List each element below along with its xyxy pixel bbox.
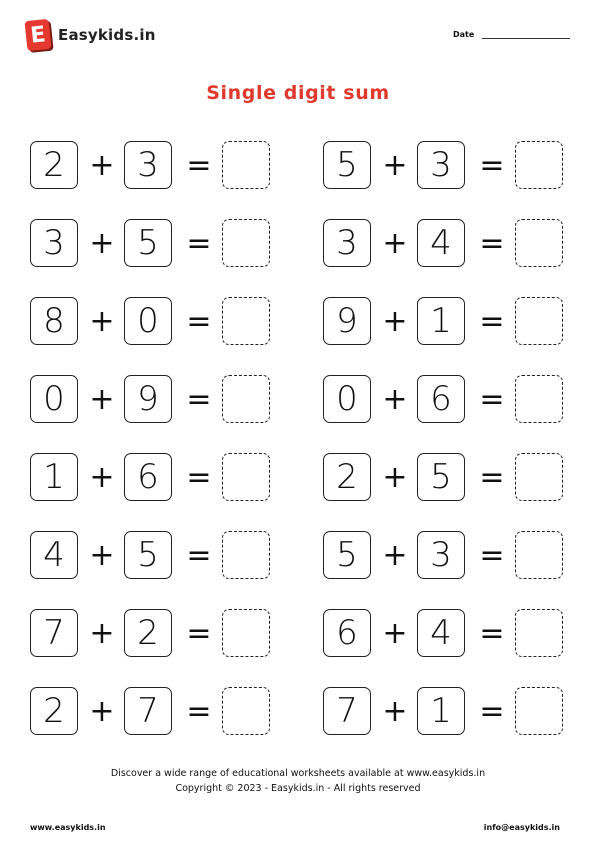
footer-line-1: Discover a wide range of educational worksheets available at www.easykids.in — [110, 768, 486, 779]
second-addend-box: 0 — [124, 297, 172, 345]
addition-problem — [323, 297, 573, 347]
footer-note — [0, 766, 596, 796]
first-addend-box: 2 — [30, 141, 78, 189]
equals-sign: = — [479, 537, 505, 573]
addition-problem — [323, 219, 573, 269]
plus-sign: + — [382, 693, 408, 729]
plus-sign: + — [89, 693, 115, 729]
date-label: Date — [453, 30, 475, 39]
first-addend-box: 4 — [30, 531, 78, 579]
second-addend-box: 3 — [417, 531, 465, 579]
addition-problem — [30, 297, 280, 347]
answer-box[interactable] — [222, 375, 270, 423]
second-addend-box: 1 — [417, 297, 465, 345]
first-addend-box: 2 — [323, 453, 371, 501]
second-addend-box: 5 — [124, 219, 172, 267]
first-addend-box: 0 — [323, 375, 371, 423]
answer-box[interactable] — [515, 687, 563, 735]
plus-sign: + — [89, 147, 115, 183]
equals-sign: = — [479, 147, 505, 183]
plus-sign: + — [382, 381, 408, 417]
answer-box[interactable] — [515, 375, 563, 423]
first-addend-box: 7 — [323, 687, 371, 735]
answer-box[interactable] — [515, 609, 563, 657]
equals-sign: = — [479, 225, 505, 261]
addition-problem — [323, 609, 573, 659]
answer-box[interactable] — [222, 609, 270, 657]
plus-sign: + — [382, 147, 408, 183]
second-addend-box: 5 — [124, 531, 172, 579]
first-addend-box: 5 — [323, 531, 371, 579]
equals-sign: = — [479, 381, 505, 417]
second-addend-box: 1 — [417, 687, 465, 735]
addition-problem — [30, 453, 280, 503]
first-addend-box: 2 — [30, 687, 78, 735]
addition-problem — [323, 453, 573, 503]
first-addend-box: 1 — [30, 453, 78, 501]
first-addend-box: 8 — [30, 297, 78, 345]
addition-problem — [30, 141, 280, 191]
addition-problem — [30, 219, 280, 269]
addition-problem — [30, 375, 280, 425]
answer-box[interactable] — [515, 219, 563, 267]
answer-box[interactable] — [515, 297, 563, 345]
equals-sign: = — [186, 381, 212, 417]
equals-sign: = — [479, 615, 505, 651]
equals-sign: = — [186, 225, 212, 261]
plus-sign: + — [89, 537, 115, 573]
second-addend-box: 7 — [124, 687, 172, 735]
plus-sign: + — [89, 303, 115, 339]
brand-name: Easykids.in — [58, 26, 156, 44]
plus-sign: + — [89, 225, 115, 261]
addition-problem — [323, 375, 573, 425]
equals-sign: = — [186, 615, 212, 651]
first-addend-box: 7 — [30, 609, 78, 657]
second-addend-box: 3 — [124, 141, 172, 189]
addition-problem — [30, 687, 280, 737]
second-addend-box: 4 — [417, 609, 465, 657]
equals-sign: = — [186, 459, 212, 495]
answer-box[interactable] — [515, 531, 563, 579]
first-addend-box: 0 — [30, 375, 78, 423]
answer-box[interactable] — [222, 219, 270, 267]
second-addend-box: 9 — [124, 375, 172, 423]
first-addend-box: 3 — [30, 219, 78, 267]
first-addend-box: 5 — [323, 141, 371, 189]
addition-problem — [323, 687, 573, 737]
first-addend-box: 6 — [323, 609, 371, 657]
footer-email: info@easykids.in — [483, 823, 560, 832]
footer-website: www.easykids.in — [30, 823, 106, 832]
addition-problem — [323, 531, 573, 581]
worksheet-title: Single digit sum — [206, 82, 390, 104]
plus-sign: + — [382, 303, 408, 339]
answer-box[interactable] — [222, 687, 270, 735]
plus-sign: + — [382, 615, 408, 651]
equals-sign: = — [479, 693, 505, 729]
second-addend-box: 6 — [417, 375, 465, 423]
plus-sign: + — [382, 537, 408, 573]
plus-sign: + — [382, 225, 408, 261]
logo-letter-mark: E — [24, 19, 51, 51]
plus-sign: + — [89, 381, 115, 417]
addition-problem — [323, 141, 573, 191]
addition-problem — [30, 609, 280, 659]
plus-sign: + — [89, 615, 115, 651]
answer-box[interactable] — [222, 141, 270, 189]
second-addend-box: 6 — [124, 453, 172, 501]
second-addend-box: 4 — [417, 219, 465, 267]
first-addend-box: 3 — [323, 219, 371, 267]
plus-sign: + — [89, 459, 115, 495]
footer-line-2: Copyright © 2023 - Easykids.in - All rights reserved — [175, 783, 421, 794]
addition-problem — [30, 531, 280, 581]
answer-box[interactable] — [222, 297, 270, 345]
answer-box[interactable] — [222, 453, 270, 501]
equals-sign: = — [186, 537, 212, 573]
second-addend-box: 2 — [124, 609, 172, 657]
equals-sign: = — [186, 303, 212, 339]
answer-box[interactable] — [515, 453, 563, 501]
equals-sign: = — [479, 303, 505, 339]
equals-sign: = — [186, 147, 212, 183]
answer-box[interactable] — [222, 531, 270, 579]
equals-sign: = — [186, 693, 212, 729]
first-addend-box: 9 — [323, 297, 371, 345]
second-addend-box: 3 — [417, 141, 465, 189]
equals-sign: = — [479, 459, 505, 495]
second-addend-box: 5 — [417, 453, 465, 501]
plus-sign: + — [382, 459, 408, 495]
answer-box[interactable] — [515, 141, 563, 189]
